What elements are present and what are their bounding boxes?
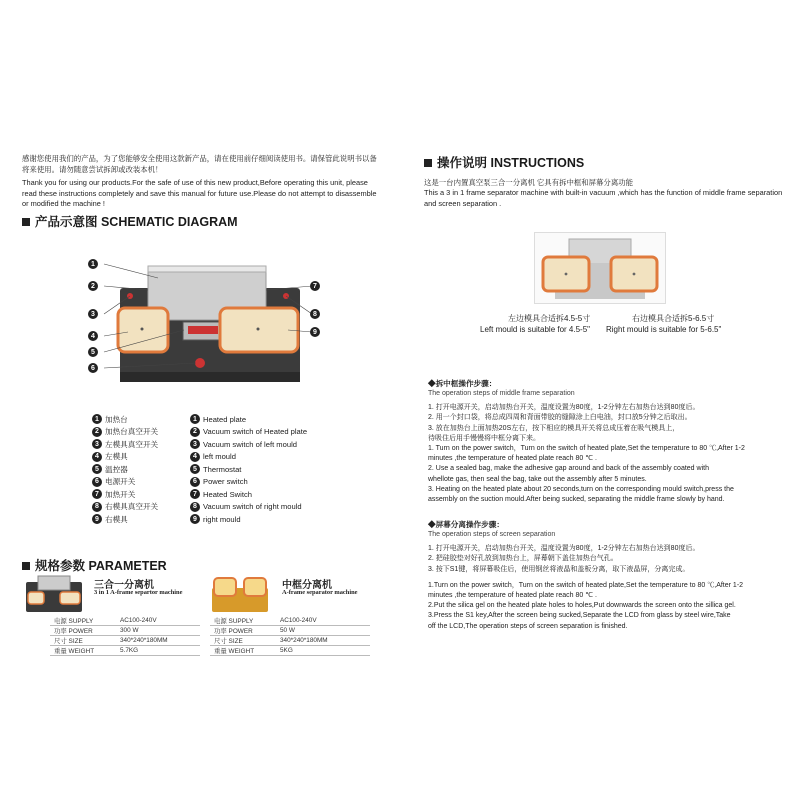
- screen-step-en: off the LCD,The operation steps of screen separation is finished.: [428, 622, 628, 630]
- legend-num: 6: [190, 477, 200, 487]
- frame-steps-title-en: The operation steps of middle frame separation: [428, 390, 575, 397]
- spec-label: 功率 POWER: [210, 626, 276, 636]
- three-in-one-machine-image: [24, 574, 84, 614]
- legend-item: [190, 476, 330, 489]
- legend-num: 6: [92, 477, 102, 487]
- right-caption-en: Right mould is suitable for 5-6.5": [606, 325, 722, 334]
- spec-label: 尺寸 SIZE: [210, 636, 276, 646]
- screen-step-zh: 1. 打开电源开关，启动加热台开关，温度设置为80度，1-2分钟左右加热台达到80度后。: [428, 545, 700, 553]
- screen-step-en: minutes ,the temperature of heated plate reach 80 ℃ .: [428, 592, 597, 600]
- square-bullet-icon: [424, 159, 432, 167]
- screen-step-en: 3.Press the S1 key,After the screen being sucked,Separate the LCD from glass by steel wire,Take: [428, 612, 731, 620]
- frame-separator-machine-image: [210, 574, 270, 614]
- product-1-name-en: 3 in 1 A-frame separtor machine: [94, 589, 183, 596]
- schematic-title: 产品示意图 SCHEMATIC DIAGRAM: [35, 215, 238, 229]
- callout-3: 3: [88, 309, 98, 319]
- separator-illustration: [535, 233, 665, 303]
- frame-step-zh: 待吸住后用手慢慢将中框分离下来。: [428, 434, 540, 442]
- legend-num: 1: [92, 414, 102, 424]
- screen-steps-title-zh: ◆屏幕分离操作步骤：: [428, 520, 504, 529]
- legend-label: Vacuum switch of right mould: [203, 502, 302, 512]
- callout-1: 1: [88, 259, 98, 269]
- product-2-spec-table: [210, 616, 370, 656]
- callout-8: 8: [310, 309, 320, 319]
- spec-value: 50 W: [276, 626, 370, 636]
- callout-6: 6: [88, 363, 98, 373]
- spec-row: [210, 616, 370, 626]
- legend-item: [190, 451, 330, 464]
- spec-row: [210, 646, 370, 656]
- spec-label: 重量 WEIGHT: [50, 646, 116, 656]
- legend-num: 3: [92, 439, 102, 449]
- legend-num: 7: [190, 489, 200, 499]
- callout-9: 9: [310, 327, 320, 337]
- spec-row: [210, 636, 370, 646]
- legend-item: [190, 426, 330, 439]
- legend-item: [92, 413, 187, 426]
- legend-label: 右模具: [105, 514, 128, 524]
- legend-label: left mould: [203, 452, 236, 462]
- separator-photo: [534, 232, 666, 304]
- spec-label: 电源 SUPPLY: [50, 616, 116, 626]
- frame-step-en: 3. Heating on the heated plate about 20 seconds,turn on the corresponding mould switch,press the: [428, 485, 734, 493]
- legend-item: [190, 438, 330, 451]
- spec-row: [50, 626, 200, 636]
- spec-value: 5KG: [276, 646, 370, 656]
- legend-item: [92, 463, 187, 476]
- legend-item: [92, 488, 187, 501]
- screen-step-zh: 2. 把硅胶垫对好孔放到加热台上，屏幕朝下盖住加热台气孔。: [428, 555, 618, 563]
- schematic-heading: [22, 212, 238, 230]
- legend-num: 7: [92, 489, 102, 499]
- product-1-name-zh: 三合一分离机: [94, 580, 154, 591]
- right-caption-zh: 右边模具合适拆5-6.5寸: [632, 314, 715, 323]
- legend-label: 加热台真空开关: [105, 427, 159, 437]
- legend-item: [190, 413, 330, 426]
- schematic-diagram: [88, 250, 328, 385]
- legend-label: 左模具: [105, 452, 128, 462]
- spec-value: 340*240*180MM: [276, 636, 370, 646]
- screen-steps-section: [428, 519, 788, 632]
- product-1-spec-table: [50, 616, 200, 656]
- legend-en: [190, 413, 330, 526]
- frame-step-en: minutes ,the temperature of heated plate reach 80 ℃ .: [428, 455, 597, 463]
- legend-label: Heated plate: [203, 414, 247, 424]
- parameter-title: 规格参数 PARAMETER: [35, 559, 167, 573]
- product-2-name-en: A-frame separator machine: [282, 589, 358, 596]
- legend-num: 9: [190, 514, 200, 524]
- legend-item: [190, 501, 330, 514]
- legend-label: Thermostat: [203, 464, 242, 474]
- instructions-title: 操作说明 INSTRUCTIONS: [437, 156, 585, 170]
- callout-7: 7: [310, 281, 320, 291]
- legend-num: 5: [92, 464, 102, 474]
- legend-num: 3: [190, 439, 200, 449]
- callout-2: 2: [88, 281, 98, 291]
- legend-item: [92, 438, 187, 451]
- intro-zh: 感谢您使用我们的产品，为了您能够安全使用这款新产品，请在使用前仔细阅读使用书。请保管此说明书以备将来使用。请勿随意尝试拆卸或改装本机！: [22, 154, 377, 174]
- legend-label: 右模具真空开关: [105, 502, 159, 512]
- spec-value: AC100-240V: [276, 616, 370, 626]
- spec-value: 300 W: [116, 626, 200, 636]
- legend-num: 9: [92, 514, 102, 524]
- legend-item: [92, 476, 187, 489]
- machine-illustration: [88, 250, 328, 385]
- spec-label: 功率 POWER: [50, 626, 116, 636]
- right-mould-caption: [606, 313, 722, 335]
- frame-step-en: whellote gas, then seal the bag, take out the assembly after 5 minutes.: [428, 475, 647, 483]
- legend-label: Power switch: [203, 477, 248, 487]
- left-caption-en: Left mould is suitable for 4.5-5": [480, 325, 591, 334]
- callout-5: 5: [88, 347, 98, 357]
- legend-label: 左模具真空开关: [105, 439, 159, 449]
- spec-value: AC100-240V: [116, 616, 200, 626]
- screen-step-en: 2.Put the silica gel on the heated plate holes to holes,Put downwards the screen onto the sillica gel.: [428, 602, 736, 610]
- left-caption-zh: 左边模具合适拆4.5-5寸: [508, 314, 591, 323]
- instructions-intro-zh: 这是一台内置真空泵三合一分离机 它具有拆中框和屏幕分离功能: [424, 178, 633, 187]
- legend-label: 加热开关: [105, 489, 136, 499]
- legend-item: [92, 513, 187, 526]
- instructions-intro-en: This a 3 in 1 frame separator machine with built-in vacuum ,which has the function of middle frame separation and screen separation .: [424, 188, 783, 208]
- legend-label: 温控器: [105, 464, 128, 474]
- frame-steps-title-zh: ◆拆中框操作步骤：: [428, 379, 497, 388]
- spec-row: [210, 626, 370, 636]
- frame-step-zh: 3. 放在加热台上面加热20S左右，按下相应的模具开关将总成压着在吸气模具上，: [428, 424, 680, 432]
- square-bullet-icon: [22, 562, 30, 570]
- legend-label: right mould: [203, 514, 241, 524]
- spec-row: [50, 636, 200, 646]
- legend-item: [190, 488, 330, 501]
- frame-steps-section: [428, 378, 788, 505]
- legend-num: 5: [190, 464, 200, 474]
- screen-steps-title-en: The operation steps of screen separation: [428, 531, 556, 538]
- legend-label: 加热台: [105, 414, 128, 424]
- legend-num: 8: [92, 502, 102, 512]
- legend-num: 1: [190, 414, 200, 424]
- screen-step-zh: 3. 按下S1键，将屏幕吸住后，使用钢丝将液晶和盖板分离，取下液晶屏，分离完成。: [428, 565, 690, 573]
- legend-zh: [92, 413, 187, 526]
- spec-row: [50, 646, 200, 656]
- intro-en: Thank you for using our products.For the safe of use of this new product,Before operating this unit, please read these instructions completely and save this manual for future use.Please do not attempt to disassemble or modified the machine !: [22, 178, 377, 209]
- parameter-heading: [22, 556, 167, 574]
- frame-step-en: assembly on the suction mould.After being sucked, separating the middle frame slowly by hand.: [428, 496, 725, 504]
- left-mould-caption: [480, 313, 591, 335]
- legend-num: 2: [190, 427, 200, 437]
- spec-label: 电源 SUPPLY: [210, 616, 276, 626]
- legend-label: 电源开关: [105, 477, 136, 487]
- frame-step-en: 1. Turn on the power switch，Turn on the switch of heated plate,Set the temperature to 80 ℃,After 1-2: [428, 445, 745, 453]
- frame-step-en: 2. Use a sealed bag, make the adhesive gap around and back of the assembly coated with: [428, 465, 709, 473]
- spec-value: 5.7KG: [116, 646, 200, 656]
- legend-item: [92, 426, 187, 439]
- instructions-heading: [424, 153, 584, 171]
- legend-label: Vacuum switch of Heated plate: [203, 427, 308, 437]
- screen-step-en: 1.Turn on the power switch，Turn on the switch of heated plate,Set the temperature to 80 ℃,After 1-2: [428, 581, 744, 589]
- spec-row: [50, 616, 200, 626]
- legend-num: 8: [190, 502, 200, 512]
- legend-item: [92, 501, 187, 514]
- square-bullet-icon: [22, 218, 30, 226]
- legend-item: [190, 513, 330, 526]
- frame-step-zh: 2. 用一个封口袋，将总成四周和背面带胶的缝隙涂上白电油，封口放5分钟之后取出。: [428, 414, 692, 422]
- legend-label: Heated Switch: [203, 489, 252, 499]
- legend-num: 2: [92, 427, 102, 437]
- legend-item: [92, 451, 187, 464]
- legend-num: 4: [92, 452, 102, 462]
- spec-value: 340*240*180MM: [116, 636, 200, 646]
- legend-num: 4: [190, 452, 200, 462]
- callout-4: 4: [88, 331, 98, 341]
- legend-item: [190, 463, 330, 476]
- spec-label: 重量 WEIGHT: [210, 646, 276, 656]
- frame-step-zh: 1. 打开电源开关，启动加热台开关，温度设置为80度，1-2分钟左右加热台达到80度后。: [428, 404, 700, 412]
- spec-label: 尺寸 SIZE: [50, 636, 116, 646]
- product-2-name-zh: 中框分离机: [282, 580, 332, 591]
- legend-label: Vacuum switch of left mould: [203, 439, 297, 449]
